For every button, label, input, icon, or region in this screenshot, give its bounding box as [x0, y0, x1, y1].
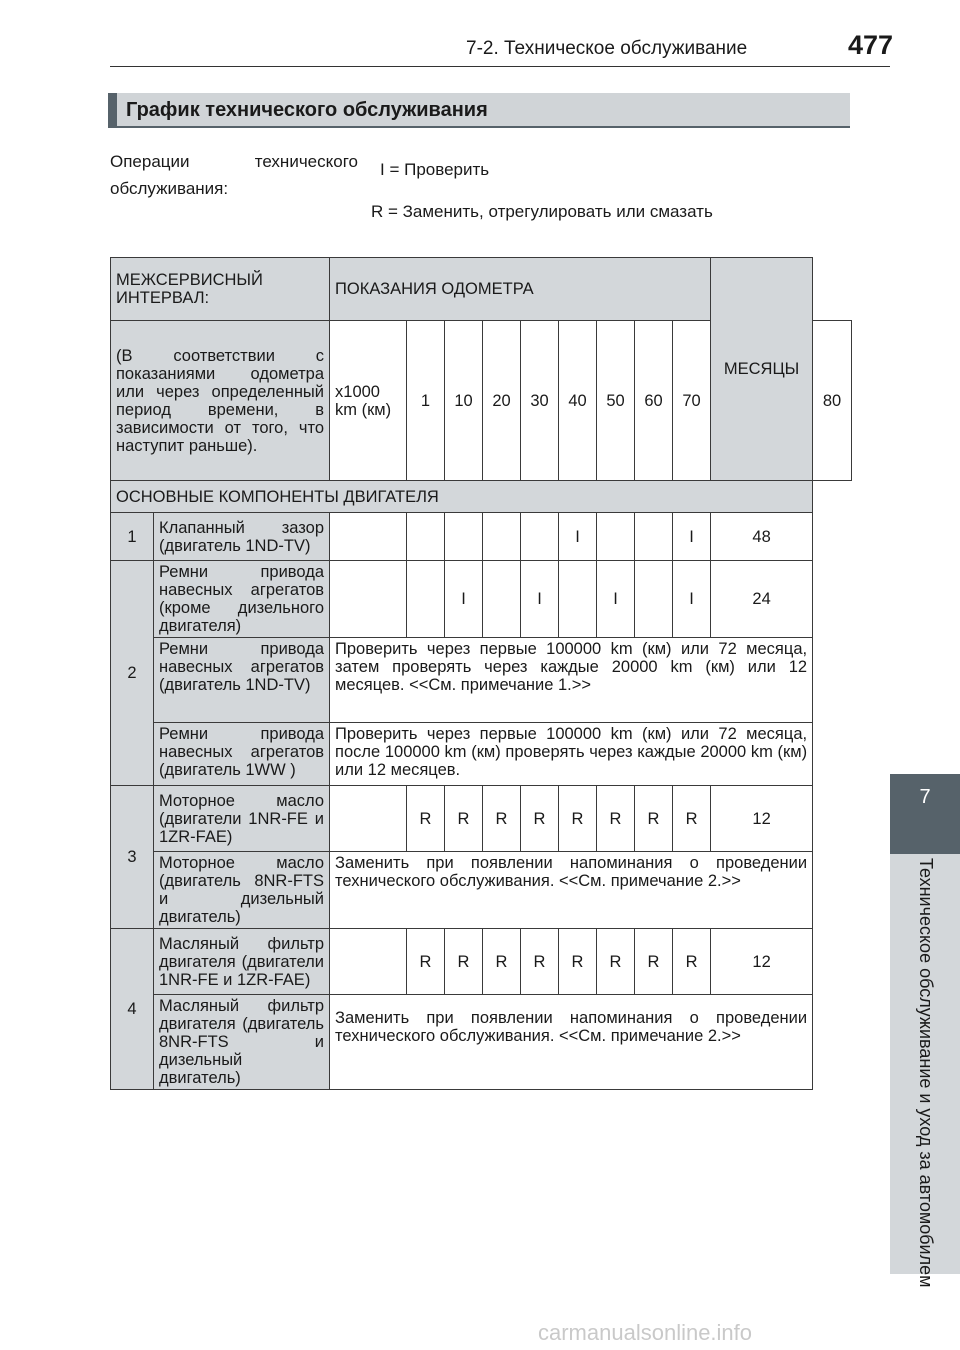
months-value: 24 — [711, 561, 813, 638]
schedule-cell — [597, 513, 635, 561]
schedule-cell: R — [559, 786, 597, 852]
interval-note: (В соответствии с показаниями одометра или через определенный период времени, в зависимости от того, что наступит раньше). — [111, 321, 330, 481]
months-value: 12 — [711, 786, 813, 852]
header-divider — [110, 66, 890, 67]
months-label: МЕСЯЦЫ — [711, 258, 813, 481]
schedule-cell — [330, 561, 407, 638]
schedule-cell: R — [673, 786, 711, 852]
schedule-cell — [407, 513, 445, 561]
heading-underline — [108, 126, 850, 128]
legend-replace: R = Заменить, отрегулировать или смазать — [371, 202, 713, 221]
item-name: Ремни привода навесных агрегатов (двигатель 1ND-TV) — [154, 638, 330, 723]
maintenance-schedule-table — [110, 257, 852, 1090]
running-header-title: 7-2. Техническое обслуживание — [466, 38, 748, 59]
odometer-value: 20 — [483, 321, 521, 481]
table-row — [111, 723, 852, 786]
page-number: 477 — [848, 30, 894, 60]
item-name: Моторное масло (двигатели 1NR-FE и 1ZR-FAE) — [154, 786, 330, 852]
group-row — [111, 481, 852, 513]
schedule-cell: R — [483, 929, 521, 995]
schedule-cell — [559, 561, 597, 638]
months-value: 48 — [711, 513, 813, 561]
schedule-note: Заменить при появлении напоминания о проведении технического обслуживания. <<См. примечание 2.>> — [330, 995, 813, 1090]
row-number: 2 — [111, 561, 154, 786]
table-row — [111, 513, 852, 561]
table-row — [111, 995, 852, 1090]
row-number: 3 — [111, 786, 154, 929]
odometer-units: x1000 km (км) — [330, 321, 407, 481]
heading-accent — [108, 93, 117, 126]
schedule-cell: R — [521, 929, 559, 995]
section-heading: График технического обслуживания — [126, 99, 488, 121]
schedule-cell: R — [483, 786, 521, 852]
watermark: carmanualsonline.info — [538, 1320, 753, 1345]
odometer-value: 40 — [559, 321, 597, 481]
schedule-note: Проверить через первые 100000 km (км) или 72 месяца, затем проверять через каждые 20000 km (км) или 12 месяцев. <<См. примечание 1.>> — [330, 638, 813, 723]
item-name: Ремни привода навесных агрегатов (кроме дизельного двигателя) — [154, 561, 330, 638]
schedule-cell: I — [597, 561, 635, 638]
schedule-cell: R — [597, 929, 635, 995]
schedule-cell: I — [559, 513, 597, 561]
odometer-value: 10 — [445, 321, 483, 481]
schedule-cell: R — [635, 786, 673, 852]
schedule-cell — [635, 513, 673, 561]
legend-inspect: I = Проверить — [380, 160, 490, 179]
row-number: 4 — [111, 929, 154, 1090]
odometer-label: ПОКАЗАНИЯ ОДОМЕТРА — [330, 258, 711, 321]
schedule-cell — [483, 561, 521, 638]
operations-label-line2: обслуживания: — [110, 179, 229, 198]
table-header-row — [111, 258, 852, 321]
item-name: Клапанный зазор (двигатель 1ND-TV) — [154, 513, 330, 561]
row-number: 1 — [111, 513, 154, 561]
schedule-cell — [445, 513, 483, 561]
schedule-cell: R — [559, 929, 597, 995]
table-row — [111, 852, 852, 929]
item-name: Масляный фильтр двигателя (двигатели 1NR-FE и 1ZR-FAE) — [154, 929, 330, 995]
schedule-cell — [330, 513, 407, 561]
chapter-tab[interactable] — [890, 774, 960, 854]
odometer-value: 60 — [635, 321, 673, 481]
item-name: Моторное масло (двигатель 8NR-FTS и дизельный двигатель) — [154, 852, 330, 929]
schedule-cell — [407, 561, 445, 638]
schedule-note: Проверить через первые 100000 km (км) или 72 месяца, после 100000 km (км) проверять через каждые 20000 km (км) или 12 месяцев. — [330, 723, 813, 786]
odometer-value: 30 — [521, 321, 559, 481]
schedule-cell: R — [445, 929, 483, 995]
table-row — [111, 561, 852, 638]
schedule-note: Заменить при появлении напоминания о проведении технического обслуживания. <<См. примечание 2.>> — [330, 852, 813, 929]
schedule-cell: I — [445, 561, 483, 638]
schedule-cell: R — [445, 786, 483, 852]
schedule-cell: R — [407, 786, 445, 852]
schedule-cell — [483, 513, 521, 561]
schedule-cell — [521, 513, 559, 561]
schedule-cell: R — [407, 929, 445, 995]
schedule-cell: R — [635, 929, 673, 995]
group-title: ОСНОВНЫЕ КОМПОНЕНТЫ ДВИГАТЕЛЯ — [111, 481, 813, 513]
interval-label: МЕЖСЕРВИСНЫЙ ИНТЕРВАЛ: — [111, 258, 330, 321]
item-name: Масляный фильтр двигателя (двигатель 8NR-FTS и дизельный двигатель) — [154, 995, 330, 1090]
operations-label-line1: Операции технического — [110, 152, 358, 171]
table-row — [111, 786, 852, 852]
item-name: Ремни привода навесных агрегатов (двигатель 1WW ) — [154, 723, 330, 786]
schedule-cell: R — [521, 786, 559, 852]
table-row — [111, 638, 852, 723]
schedule-cell: I — [521, 561, 559, 638]
schedule-cell: R — [673, 929, 711, 995]
odometer-value: 1 — [407, 321, 445, 481]
schedule-cell: I — [673, 513, 711, 561]
odometer-value: 80 — [813, 321, 852, 481]
schedule-cell: I — [673, 561, 711, 638]
chapter-title-vertical: Техническое обслуживание и уход за автомобилем — [916, 858, 936, 1288]
months-value: 12 — [711, 929, 813, 995]
odometer-value: 70 — [673, 321, 711, 481]
schedule-cell — [330, 786, 407, 852]
schedule-cell — [635, 561, 673, 638]
table-row — [111, 929, 852, 995]
chapter-number: 7 — [919, 786, 931, 808]
schedule-cell — [330, 929, 407, 995]
odometer-value: 50 — [597, 321, 635, 481]
schedule-cell: R — [597, 786, 635, 852]
